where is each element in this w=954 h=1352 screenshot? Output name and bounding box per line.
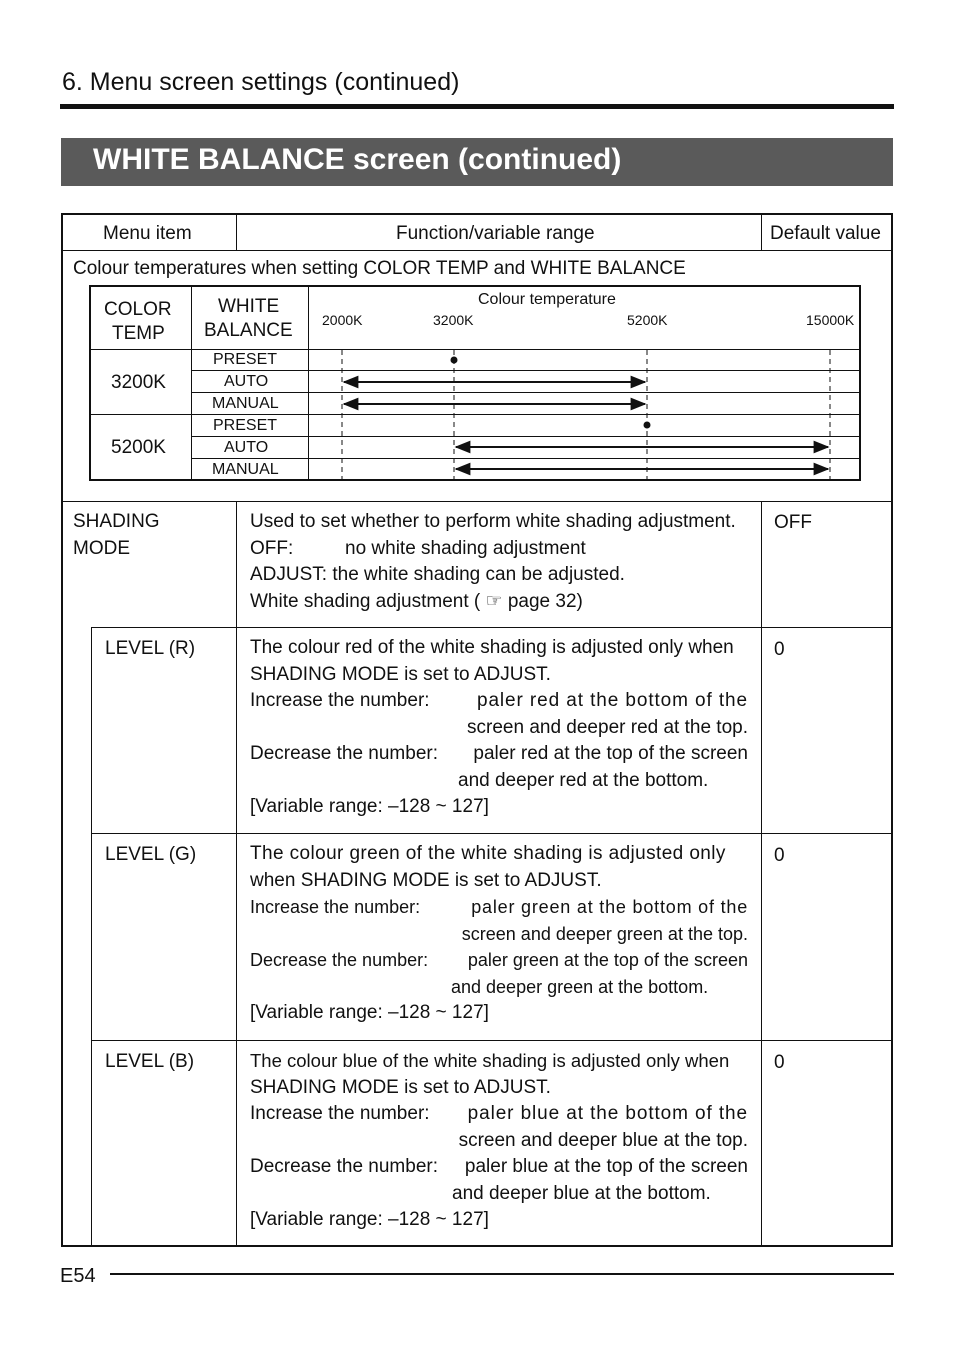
default-value: OFF <box>774 512 812 533</box>
pointing-hand-icon: ☞ <box>485 590 503 612</box>
menu-item-level-b: LEVEL (B) <box>105 1051 195 1072</box>
sub-item-indent-line <box>91 627 92 1246</box>
ct-mode-label: PRESET <box>213 417 278 434</box>
col-header-menu-item: Menu item <box>103 223 192 244</box>
col-divider <box>761 501 762 1246</box>
shading-mode-description: Used to set whether to perform white shading adjustment. OFF: no white shading adjustment ADJUST: the white shading can be adjusted. White shading adjustment ( ☞ page 32) <box>250 511 736 612</box>
row-divider <box>91 1040 892 1041</box>
ct-header-color-temp-1: COLOR <box>104 299 172 320</box>
ct-header-white-balance-2: BALANCE <box>204 320 293 341</box>
ct-group-temp: 3200K <box>111 372 166 393</box>
col-header-function: Function/variable range <box>396 223 595 244</box>
section-title: 6. Menu screen settings (continued) <box>62 68 460 96</box>
ct-preset-marker <box>644 422 651 429</box>
ct-mode-label: MANUAL <box>212 461 279 478</box>
default-value: 0 <box>774 1052 785 1073</box>
row-divider <box>91 627 892 628</box>
ct-tick-label: 2000K <box>322 312 363 328</box>
default-value: 0 <box>774 845 785 866</box>
ct-tick-label: 3200K <box>433 312 474 328</box>
row-divider <box>62 501 892 502</box>
ct-scale-title: Colour temperature <box>478 291 616 308</box>
ct-header-white-balance-1: WHITE <box>218 296 280 317</box>
default-value: 0 <box>774 639 785 660</box>
ct-tick-label: 5200K <box>627 312 668 328</box>
ct-group-temp: 5200K <box>111 437 166 458</box>
ct-header-color-temp-2: TEMP <box>112 323 165 344</box>
colour-temp-note: Colour temperatures when setting COLOR TEMP and WHITE BALANCE <box>73 258 686 279</box>
ct-mode-label: AUTO <box>224 439 269 456</box>
screen-title: WHITE BALANCE screen (continued) <box>93 143 622 176</box>
col-header-default: Default value <box>770 223 881 244</box>
level-g-description: The colour green of the white shading is adjusted only when SHADING MODE is set to ADJUST. Increase the number: paler green at the bottom of the screen and deeper green at the top. Decrease the number: paler green at the top of the screen and deeper green at the bottom. [Variable range: –128 ~ 127] <box>250 843 748 1023</box>
row-divider <box>91 833 892 834</box>
menu-item-shading-mode: SHADING MODE <box>73 511 160 559</box>
ct-mode-label: AUTO <box>224 373 269 390</box>
ct-mode-label: PRESET <box>213 351 278 368</box>
page-number: E54 <box>60 1265 96 1287</box>
level-r-description: The colour red of the white shading is adjusted only when SHADING MODE is set to ADJUST. Increase the number: paler red at the bottom of the screen and deeper red at the top. Decrease the number: paler red at the top of the screen and deeper red at the bottom. [Variable range: –128 ~ 127] <box>250 637 748 817</box>
ct-mode-label: MANUAL <box>212 395 279 412</box>
footer-rule <box>110 1273 894 1275</box>
menu-item-level-g: LEVEL (G) <box>105 844 197 865</box>
menu-item-level-r: LEVEL (R) <box>105 638 196 659</box>
level-b-description: The colour blue of the white shading is adjusted only when SHADING MODE is set to ADJUST. Increase the number: paler blue at the bottom of the screen and deeper blue at the top. Decrease the number: paler blue at the top of the screen and deeper blue at the bottom. [Variable range: –128 ~ 127] <box>250 1050 748 1230</box>
ct-preset-marker <box>451 357 458 364</box>
col-divider <box>236 501 237 1246</box>
ct-tick-label: 15000K <box>806 312 855 328</box>
